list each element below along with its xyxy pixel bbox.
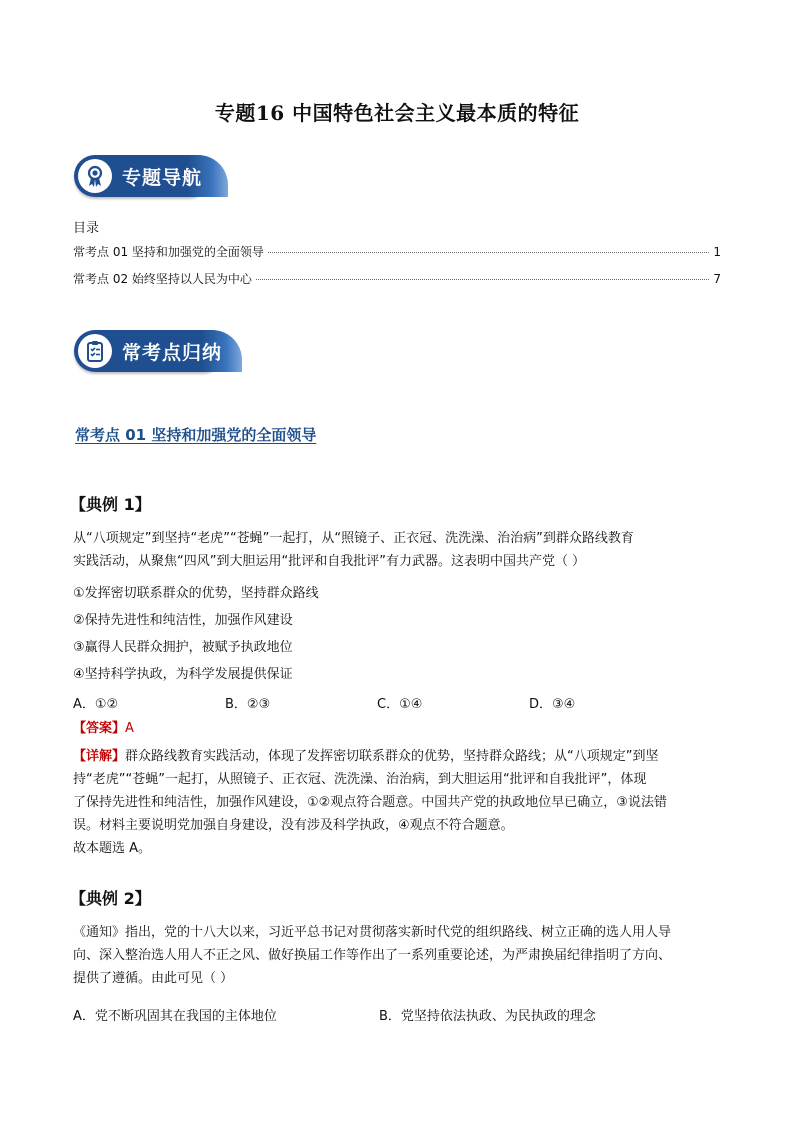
statement: ①发挥密切联系群众的优势，坚持群众路线 (73, 586, 319, 601)
analysis-line: 了保持先进性和纯洁性，加强作风建设，①②观点符合题意。中国共产党的执政地位早已确立，③说法错 (73, 795, 667, 810)
analysis-line: 持“老虎”“苍蝇”一起打，从照镜子、正衣冠、洗洗澡、治治病，到大胆运用“批评和自我批评”，体现 (73, 772, 647, 787)
banner-label: 常考点归纳 (122, 341, 223, 364)
stem-line: 实践活动，从聚焦“四风”到大胆运用“批评和自我批评”有力武器。这表明中国共产党（ ） (73, 554, 586, 569)
stem-line: 向、深入整治选人用人不正之风、做好换届工作等作出了一系列重要论述，为严肃换届纪律指明了方向、 (73, 948, 672, 963)
analysis-line: 误。材料主要说明党加强自身建设，没有涉及科学执政，④观点不符合题意。 (73, 818, 514, 833)
analysis-label: 【详解】 (73, 749, 126, 764)
toc-item-page: 7 (713, 272, 721, 286)
toc-heading: 目录 (73, 221, 100, 236)
stem-line: 提供了遵循。由此可见（ ） (73, 971, 234, 986)
banner-topic-nav (74, 155, 210, 197)
answer-label: 【答案】 (73, 721, 126, 736)
toc-item[interactable] (73, 243, 721, 260)
option-b[interactable]: B．②③ (225, 697, 271, 712)
toc-item-label[interactable]: 常考点 01 坚持和加强党的全面领导 (73, 245, 264, 259)
stem-line: 从“八项规定”到坚持“老虎”“苍蝇”一起打，从“照镜子、正衣冠、洗洗澡、治治病”到群众路线教育 (73, 531, 634, 546)
statement-list (73, 580, 725, 688)
question-stem (73, 527, 725, 573)
option-a[interactable]: A．①② (73, 697, 119, 712)
toc-leader-dots (256, 279, 709, 280)
toc-item-page: 1 (713, 245, 721, 259)
toc-item-label[interactable]: 常考点 02 始终坚持以人民为中心 (73, 272, 252, 286)
question-stem (73, 921, 725, 990)
analysis-line: 群众路线教育实践活动，体现了发挥密切联系群众的优势，坚持群众路线；从“八项规定”到坚 (125, 749, 659, 764)
stem-line: 《通知》指出，党的十八大以来，习近平总书记对贯彻落实新时代党的组织路线、树立正确的选人用人导 (73, 925, 672, 940)
section-heading: 常考点 01 坚持和加强党的全面领导 (75, 426, 317, 444)
example-title: 【典例 2】 (70, 889, 151, 908)
statement: ④坚持科学执政，为科学发展提供保证 (73, 667, 293, 682)
answer (73, 717, 725, 740)
award-ribbon-icon (78, 159, 112, 193)
toc-item[interactable] (73, 270, 721, 287)
page-title: 专题16 中国特色社会主义最本质的特征 (214, 101, 580, 125)
option-a[interactable]: A．党不断巩固其在我国的主体地位 (73, 1009, 277, 1024)
conclusion: 故本题选 A。 (73, 841, 152, 856)
option-d[interactable]: D．③④ (529, 697, 576, 712)
statement: ②保持先进性和纯洁性，加强作风建设 (73, 613, 293, 628)
banner-label: 专题导航 (122, 166, 203, 189)
answer-options (73, 1005, 725, 1024)
banner-key-points (74, 330, 224, 372)
analysis (73, 745, 725, 860)
example-title: 【典例 1】 (70, 495, 151, 514)
answer-value: A (125, 721, 134, 736)
option-c[interactable]: C．①④ (377, 697, 423, 712)
answer-options (73, 693, 725, 712)
statement: ③赢得人民群众拥护，被赋予执政地位 (73, 640, 293, 655)
clipboard-checklist-icon (78, 334, 112, 368)
toc-leader-dots (268, 252, 709, 253)
option-b[interactable]: B．党坚持依法执政、为民执政的理念 (379, 1009, 596, 1024)
